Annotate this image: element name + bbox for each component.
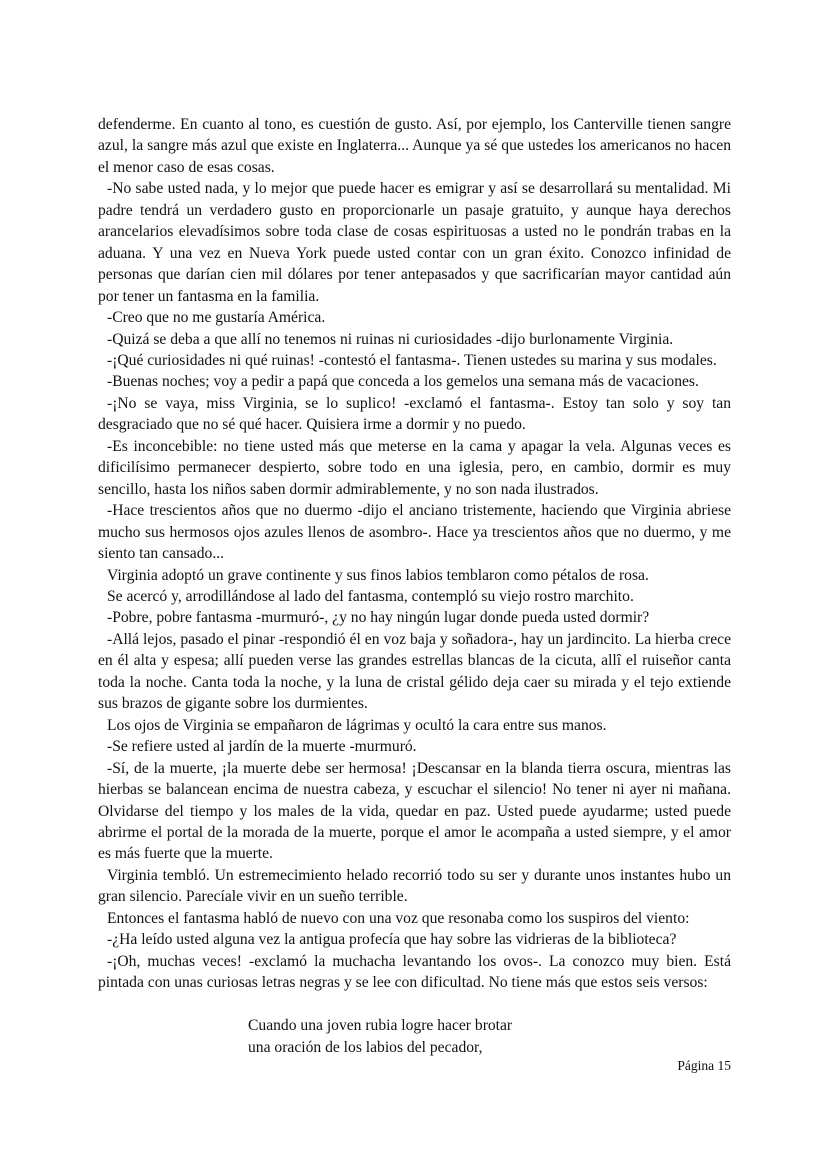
- poem-line: una oración de los labios del pecador,: [248, 1038, 483, 1056]
- paragraph: -Es inconcebible: no tiene usted más que meterse en la cama y apagar la vela. Algunas veces es dificilísimo permanecer despierto, sobre todo en una iglesia, pero, en cambio, dormir es muy sencillo, hasta los niños saben dormir admirablemente, y no son nada ilustrados.: [98, 437, 731, 498]
- paragraph: -¡No se vaya, miss Virginia, se lo suplico! -exclamó el fantasma-. Estoy tan solo y soy tan desgraciado que no sé qué hacer. Quisiera irme a dormir y no puedo.: [98, 394, 731, 434]
- paragraph: Se acercó y, arrodillándose al lado del fantasma, contempló su viejo rostro marchito.: [107, 587, 634, 605]
- paragraph: defenderme. En cuanto al tono, es cuestión de gusto. Así, por ejemplo, los Canterville tienen sangre azul, la sangre más azul que existe en Inglaterra... Aunque ya sé que ustedes los americanos no hacen el menor caso de esas cosas.: [98, 116, 731, 176]
- paragraph: Entonces el fantasma habló de nuevo con una voz que resonaba como los suspiros del viento:: [107, 909, 690, 927]
- poem-line: Cuando una joven rubia logre hacer brotar: [248, 1017, 513, 1034]
- paragraph: -¡Qué curiosidades ni qué ruinas! -contestó el fantasma-. Tienen ustedes su marina y sus modales.: [107, 351, 717, 369]
- paragraph: -Allá lejos, pasado el pinar -respondió él en voz baja y soñadora-, hay un jardincito. La hierba crece en él alta y espesa; allí pueden verse las grandes estrellas blancas de la cicuta, allî el ruiseñor canta toda la noche. Canta toda la noche, y la luna de cristal gélido deja caer su mirada y el tejo extiende sus brazos de gigante sobre los durmientes.: [98, 630, 731, 713]
- paragraph: -Hace trescientos años que no duermo -dijo el anciano tristemente, haciendo que Virginia abriese mucho sus hermosos ojos azules llenos de asombro-. Hace ya trescientos años que no duermo, y me siento tan cansado...: [98, 502, 731, 563]
- paragraph: -Quizá se deba a que allí no tenemos ni ruinas ni curiosidades -dijo burlonamente Virginia.: [107, 330, 674, 348]
- paragraph: -Creo que no me gustaría América.: [107, 309, 326, 327]
- poem-verses: [248, 1015, 512, 1058]
- paragraph: Los ojos de Virginia se empañaron de lágrimas y ocultó la cara entre sus manos.: [107, 716, 607, 734]
- paragraph: -¡Oh, muchas veces! -exclamó la muchacha levantando los ovos-. La conozco muy bien. Está pintada con unas curiosas letras negras y se lee con dificultad. No tiene más que estos seis versos:: [98, 952, 731, 992]
- paragraph: Virginia adoptó un grave continente y sus finos labios temblaron como pétalos de rosa.: [107, 566, 649, 584]
- paragraph: Virginia tembló. Un estremecimiento helado recorrió todo su ser y durante unos instantes hubo un gran silencio. Parecíale vivir en un sueño terrible.: [98, 866, 731, 906]
- document-body: [98, 114, 731, 994]
- paragraph: -Buenas noches; voy a pedir a papá que conceda a los gemelos una semana más de vacaciones.: [107, 373, 699, 391]
- page-number: Página 15: [677, 1058, 731, 1073]
- paragraph: -Sí, de la muerte, ¡la muerte debe ser hermosa! ¡Descansar en la blanda tierra oscura, mientras las hierbas se balancean encima de nuestra cabeza, y escuchar el silencio! No tener ni ayer ni mañana. Olvidarse del tiempo y los males de la vida, quedar en paz. Usted puede ayudarme; usted puede abrirme el portal de la morada de la muerte, porque el amor le acompaña a usted siempre, y el amor es más fuerte que la muerte.: [98, 759, 731, 863]
- paragraph: -Pobre, pobre fantasma -murmuró-, ¿y no hay ningún lugar donde pueda usted dormir?: [107, 609, 650, 627]
- paragraph: -No sabe usted nada, y lo mejor que puede hacer es emigrar y así se desarrollará su mentalidad. Mi padre tendrá un verdadero gusto en proporcionarle un pasaje gratuito, y aunque haya derechos arancelarios elevadísimos sobre toda clase de cosas espirituosas a usted no le pondrán trabas en la aduana. Y una vez en Nueva York puede usted contar con un gran éxito. Conozco infinidad de personas que darían cien mil dólares por tener antepasados y que sacrificarían mayor cantidad aún por tener un fantasma en la familia.: [98, 180, 731, 305]
- paragraph: -Se refiere usted al jardín de la muerte -murmuró.: [107, 738, 417, 756]
- paragraph: -¿Ha leído usted alguna vez la antigua profecía que hay sobre las vidrieras de la biblioteca?: [107, 931, 677, 949]
